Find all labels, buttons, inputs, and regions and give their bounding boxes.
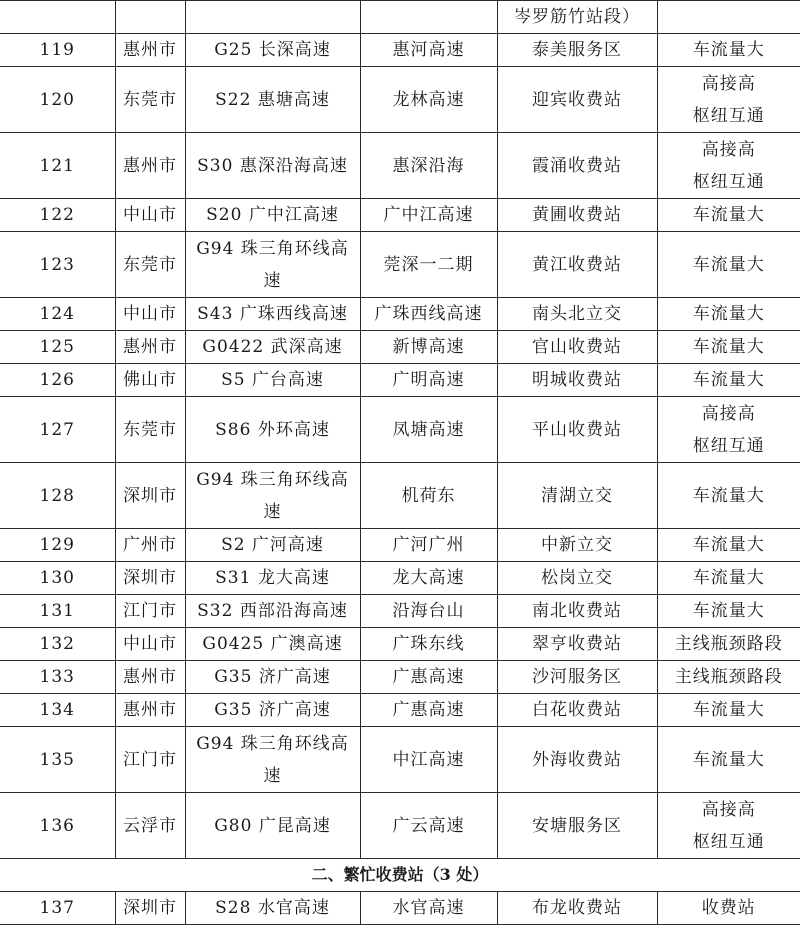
cell-section: 广河广州 (360, 529, 497, 562)
cell-highway: G0425 广澳高速 (185, 628, 360, 661)
cell-reason: 车流量大 (657, 34, 800, 67)
cell-no: 131 (0, 595, 115, 628)
cell-no: 137 (0, 892, 115, 925)
cell-highway: S30 惠深沿海高速 (185, 133, 360, 199)
cell-location: 迎宾收费站 (497, 67, 657, 133)
cell-section: 水官高速 (360, 892, 497, 925)
section-heading: 二、繁忙收费站（3 处） (0, 859, 800, 892)
cell-highway: G35 济广高速 (185, 661, 360, 694)
cell-location: 外海收费站 (497, 727, 657, 793)
cell-city: 中山市 (115, 298, 185, 331)
table-row (0, 463, 800, 529)
table-row (0, 232, 800, 298)
cell-no: 121 (0, 133, 115, 199)
cell-no: 126 (0, 364, 115, 397)
cell-highway: G35 济广高速 (185, 694, 360, 727)
cell-section: 广明高速 (360, 364, 497, 397)
cell-city (115, 1, 185, 34)
cell-section: 机荷东 (360, 463, 497, 529)
cell-city: 深圳市 (115, 562, 185, 595)
table-row (0, 397, 800, 463)
cell-no: 134 (0, 694, 115, 727)
cell-city: 惠州市 (115, 331, 185, 364)
cell-no: 129 (0, 529, 115, 562)
cell-location: 安塘服务区 (497, 793, 657, 859)
cell-city: 东莞市 (115, 397, 185, 463)
cell-location: 平山收费站 (497, 397, 657, 463)
cell-location: 黄圃收费站 (497, 199, 657, 232)
cell-highway: G94 珠三角环线高 速 (185, 727, 360, 793)
cell-highway: S86 外环高速 (185, 397, 360, 463)
cell-section: 广中江高速 (360, 199, 497, 232)
cell-highway: G94 珠三角环线高 速 (185, 463, 360, 529)
cell-city: 中山市 (115, 628, 185, 661)
cell-reason: 高接高 枢纽互通 (657, 133, 800, 199)
cell-city: 东莞市 (115, 67, 185, 133)
cell-highway: S32 西部沿海高速 (185, 595, 360, 628)
cell-reason: 车流量大 (657, 298, 800, 331)
cell-reason: 车流量大 (657, 232, 800, 298)
cell-reason: 高接高 枢纽互通 (657, 397, 800, 463)
table-row (0, 661, 800, 694)
cell-location: 布龙收费站 (497, 892, 657, 925)
table-row (0, 793, 800, 859)
cell-location: 泰美服务区 (497, 34, 657, 67)
cell-section: 龙林高速 (360, 67, 497, 133)
cell-city: 云浮市 (115, 793, 185, 859)
cell-highway: G0422 武深高速 (185, 331, 360, 364)
cell-city: 江门市 (115, 727, 185, 793)
cell-highway: S43 广珠西线高速 (185, 298, 360, 331)
cell-highway: S22 惠塘高速 (185, 67, 360, 133)
cell-section: 沿海台山 (360, 595, 497, 628)
cell-location: 清湖立交 (497, 463, 657, 529)
table-row (0, 34, 800, 67)
cell-no: 132 (0, 628, 115, 661)
cell-location: 岑罗筋竹站段） (497, 1, 657, 34)
cell-location: 松岗立交 (497, 562, 657, 595)
table-row (0, 562, 800, 595)
cell-section: 广珠东线 (360, 628, 497, 661)
cell-reason: 车流量大 (657, 199, 800, 232)
cell-section: 广珠西线高速 (360, 298, 497, 331)
cell-location: 南头北立交 (497, 298, 657, 331)
cell-city: 惠州市 (115, 661, 185, 694)
section-heading-row (0, 859, 800, 892)
cell-no: 127 (0, 397, 115, 463)
cell-no: 120 (0, 67, 115, 133)
cell-reason: 主线瓶颈路段 (657, 628, 800, 661)
cell-city: 惠州市 (115, 34, 185, 67)
cell-location: 南北收费站 (497, 595, 657, 628)
table-row (0, 364, 800, 397)
cell-location: 黄江收费站 (497, 232, 657, 298)
cell-section: 中江高速 (360, 727, 497, 793)
table-row (0, 67, 800, 133)
cell-reason: 收费站 (657, 892, 800, 925)
cell-reason: 高接高 枢纽互通 (657, 67, 800, 133)
table-row (0, 298, 800, 331)
table-row (0, 727, 800, 793)
cell-reason: 车流量大 (657, 562, 800, 595)
table-row (0, 694, 800, 727)
cell-highway (185, 1, 360, 34)
cell-section: 龙大高速 (360, 562, 497, 595)
cell-location: 明城收费站 (497, 364, 657, 397)
cell-no: 130 (0, 562, 115, 595)
cell-section: 莞深一二期 (360, 232, 497, 298)
table-row (0, 133, 800, 199)
cell-city: 东莞市 (115, 232, 185, 298)
cell-city: 深圳市 (115, 463, 185, 529)
cell-reason: 车流量大 (657, 331, 800, 364)
table-row-partial (0, 1, 800, 34)
table-row (0, 199, 800, 232)
cell-no (0, 1, 115, 34)
cell-reason: 车流量大 (657, 727, 800, 793)
cell-reason: 车流量大 (657, 463, 800, 529)
cell-location: 白花收费站 (497, 694, 657, 727)
cell-section: 惠深沿海 (360, 133, 497, 199)
cell-highway: G94 珠三角环线高 速 (185, 232, 360, 298)
cell-highway: S5 广台高速 (185, 364, 360, 397)
cell-city: 深圳市 (115, 892, 185, 925)
table-row (0, 628, 800, 661)
cell-section: 惠河高速 (360, 34, 497, 67)
cell-highway: S28 水官高速 (185, 892, 360, 925)
table-row (0, 331, 800, 364)
cell-no: 122 (0, 199, 115, 232)
cell-reason: 车流量大 (657, 595, 800, 628)
cell-location: 中新立交 (497, 529, 657, 562)
table-row (0, 529, 800, 562)
cell-no: 135 (0, 727, 115, 793)
cell-city: 佛山市 (115, 364, 185, 397)
cell-city: 惠州市 (115, 694, 185, 727)
cell-section: 凤塘高速 (360, 397, 497, 463)
table-body (0, 1, 800, 925)
cell-no: 123 (0, 232, 115, 298)
cell-location: 霞涌收费站 (497, 133, 657, 199)
cell-no: 119 (0, 34, 115, 67)
cell-reason: 主线瓶颈路段 (657, 661, 800, 694)
cell-highway: S31 龙大高速 (185, 562, 360, 595)
cell-section: 新博高速 (360, 331, 497, 364)
cell-location: 沙河服务区 (497, 661, 657, 694)
cell-section: 广云高速 (360, 793, 497, 859)
cell-city: 中山市 (115, 199, 185, 232)
cell-section: 广惠高速 (360, 661, 497, 694)
cell-highway: G80 广昆高速 (185, 793, 360, 859)
table-row (0, 595, 800, 628)
table-row (0, 892, 800, 925)
cell-city: 江门市 (115, 595, 185, 628)
cell-location: 官山收费站 (497, 331, 657, 364)
cell-no: 128 (0, 463, 115, 529)
cell-no: 125 (0, 331, 115, 364)
cell-highway: S2 广河高速 (185, 529, 360, 562)
cell-reason (657, 1, 800, 34)
cell-highway: G25 长深高速 (185, 34, 360, 67)
cell-section: 广惠高速 (360, 694, 497, 727)
cell-reason: 高接高 枢纽互通 (657, 793, 800, 859)
cell-no: 133 (0, 661, 115, 694)
cell-reason: 车流量大 (657, 364, 800, 397)
cell-reason: 车流量大 (657, 694, 800, 727)
cell-location: 翠亨收费站 (497, 628, 657, 661)
cell-no: 136 (0, 793, 115, 859)
cell-section (360, 1, 497, 34)
cell-no: 124 (0, 298, 115, 331)
cell-highway: S20 广中江高速 (185, 199, 360, 232)
cell-reason: 车流量大 (657, 529, 800, 562)
cell-city: 广州市 (115, 529, 185, 562)
cell-city: 惠州市 (115, 133, 185, 199)
